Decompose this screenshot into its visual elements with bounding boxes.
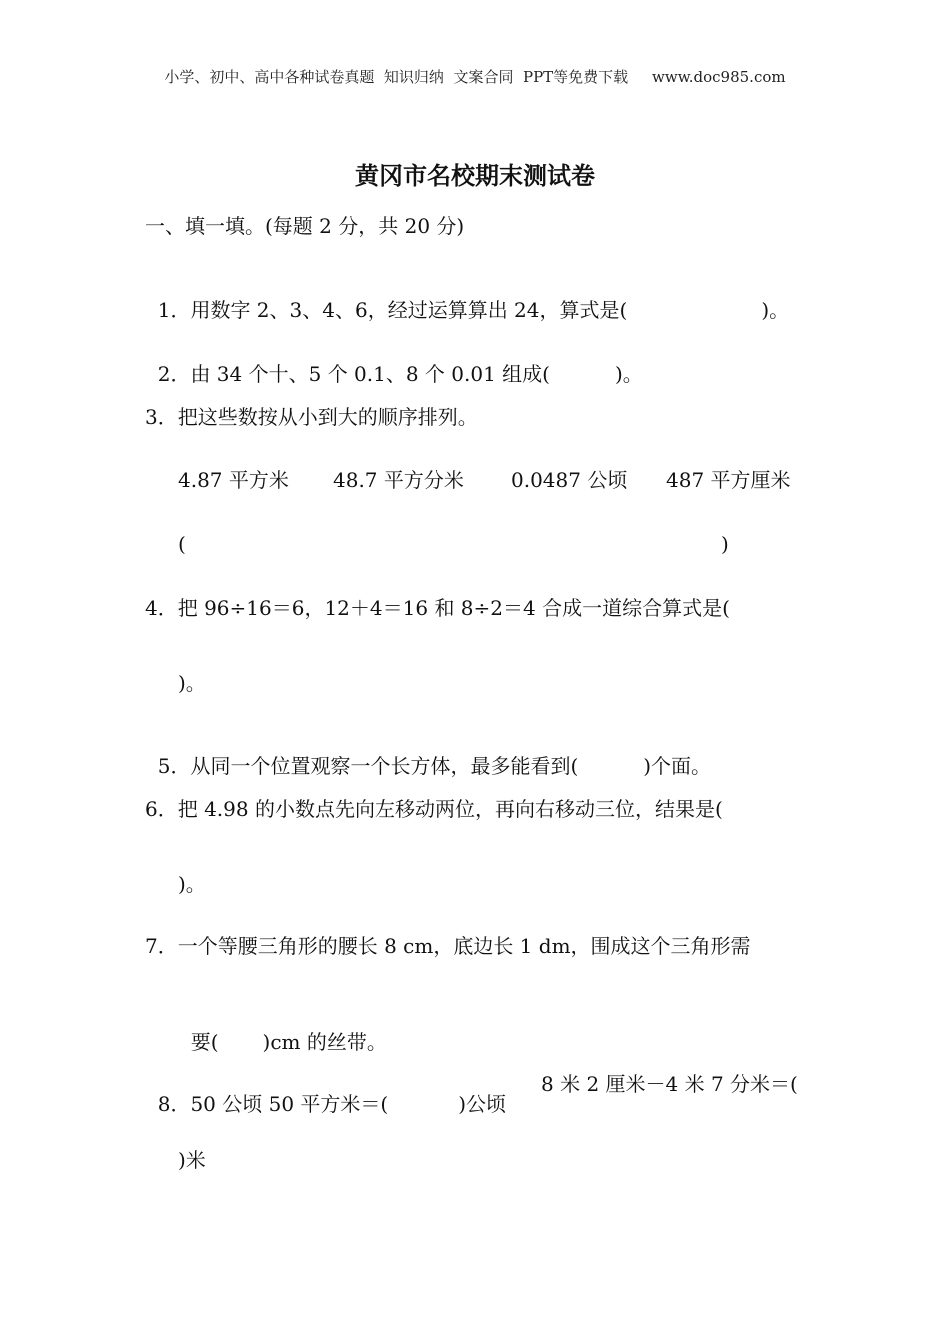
- question-4: 4．把 96÷16＝6，12＋4＝16 和 8÷2＝4 合成一道综合算式是(: [145, 596, 730, 620]
- q3-close-paren: ): [721, 532, 729, 556]
- q7-line-2: [178, 1012, 387, 1052]
- q8-answer-blank-2[interactable]: [180, 1115, 780, 1149]
- q4-answer-blank[interactable]: [180, 640, 780, 674]
- q3-item-4: 487 平方厘米: [666, 468, 791, 492]
- question-7: 7．一个等腰三角形的腰长 8 cm，底边长 1 dm，围成这个三角形需: [145, 934, 751, 958]
- q5-text: 5．从同一个位置观察一个长方体，最多能看到(: [157, 754, 579, 778]
- q8-close: )米: [178, 1148, 206, 1172]
- q4-close: )。: [178, 671, 206, 695]
- q8-part-2: 8 米 2 厘米－4 米 7 分米＝(: [541, 1072, 798, 1096]
- question-8: [145, 1074, 506, 1114]
- q8-text-a: 8．50 公顷 50 平方米＝(: [157, 1092, 389, 1116]
- site-header: 小学、初中、高中各种试卷真题 知识归纳 文案合同 PPT等免费下载 www.doc985.com: [164, 68, 786, 86]
- q8-text-b: )公顷: [458, 1092, 507, 1116]
- q2-close: )。: [614, 362, 643, 386]
- q3-item-2: 48.7 平方分米: [333, 468, 464, 492]
- q3-answer-blank[interactable]: [190, 530, 715, 556]
- question-6: 6．把 4.98 的小数点先向左移动两位，再向右移动三位，结果是(: [145, 797, 723, 821]
- question-1: [145, 280, 789, 320]
- question-2: [145, 344, 643, 384]
- page-title: 黄冈市名校期末测试卷: [355, 162, 595, 190]
- q6-close: )。: [178, 872, 206, 896]
- q6-answer-blank[interactable]: [180, 840, 780, 874]
- q5-close: )个面。: [643, 754, 712, 778]
- question-3: 3．把这些数按从小到大的顺序排列。: [145, 405, 478, 429]
- q7-text-2: 要(: [190, 1030, 219, 1054]
- q3-open-paren: (: [178, 532, 186, 556]
- q1-text: 1．用数字 2、3、4、6，经过运算算出 24，算式是(: [157, 298, 628, 322]
- q2-text: 2．由 34 个十、5 个 0.1、8 个 0.01 组成(: [157, 362, 550, 386]
- section-heading: 一、填一填。(每题 2 分，共 20 分): [145, 214, 465, 238]
- q3-item-1: 4.87 平方米: [178, 468, 289, 492]
- question-5: [145, 736, 711, 776]
- q1-close: )。: [761, 298, 790, 322]
- q3-item-3: 0.0487 公顷: [511, 468, 628, 492]
- q7-close: )cm 的丝带。: [262, 1030, 387, 1054]
